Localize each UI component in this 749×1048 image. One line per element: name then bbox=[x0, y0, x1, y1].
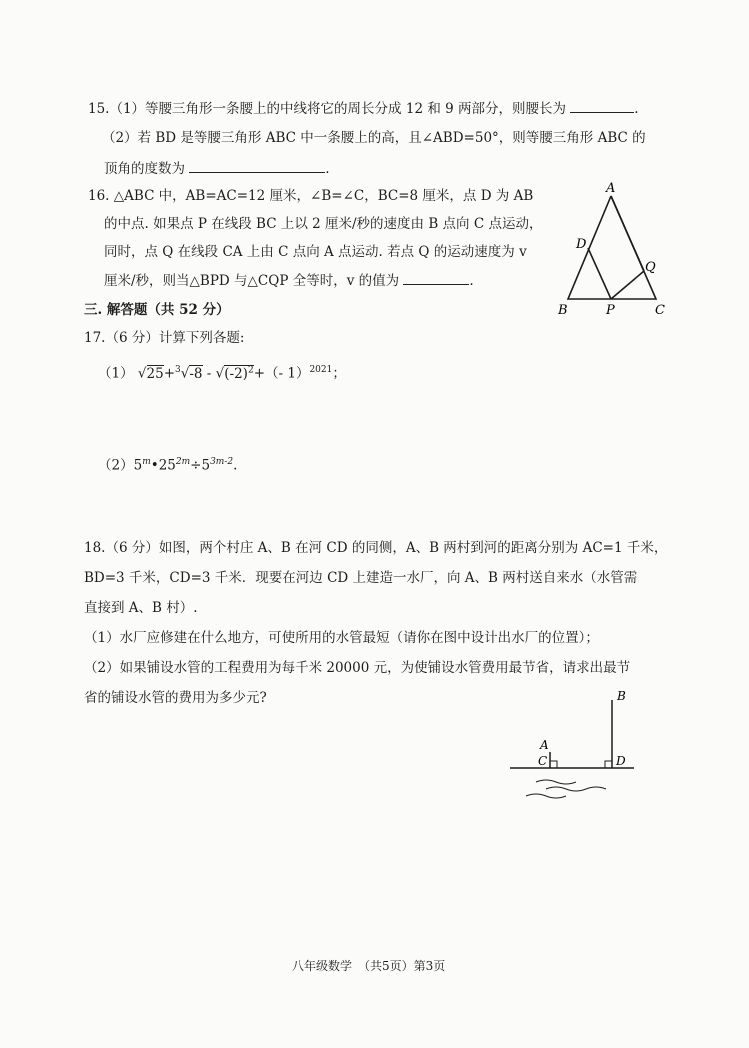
segment-dp bbox=[588, 248, 611, 299]
segment-pq bbox=[611, 271, 644, 299]
q18-river-figure bbox=[506, 686, 656, 804]
cbrt-neg8: √-8 bbox=[180, 365, 203, 382]
q17-part1: （1） $√25+^3√-8 - √(-2)^2+(-$ 1）$^{2021}$； bbox=[98, 365, 346, 382]
q16-triangle-figure bbox=[552, 176, 684, 322]
q15-line2: （2）若 BD 是等腰三角形 ABC 中一条腰上的高，且∠ABD=50°，则等腰三角形 ABC 的 bbox=[102, 130, 646, 146]
label-b: B bbox=[617, 689, 626, 703]
water-wave-2 bbox=[546, 787, 606, 791]
q16-line4: 厘米/秒，则当△BPD 与△CQP 全等时，v 的值为 . bbox=[104, 270, 474, 291]
page-footer: 八年级数学 （共5页）第3页 bbox=[292, 959, 446, 973]
right-angle-c bbox=[550, 761, 557, 768]
right-angle-d bbox=[605, 761, 612, 768]
q17-title: 17.（6 分）计算下列各题: bbox=[84, 330, 245, 346]
label-p: P bbox=[606, 303, 615, 318]
q16-line1: 16. △ABC 中，AB=AC=12 厘米，∠B=∠C，BC=8 厘米，点 D 为 AB bbox=[88, 188, 534, 204]
q16-line3: 同时，点 Q 在线段 CA 上由 C 点向 A 点运动. 若点 Q 的运动速度为 v bbox=[104, 244, 527, 260]
sqrt-neg2-squared: $√(-2)^2$ bbox=[215, 365, 254, 382]
q18-line6: 省的铺设水管的费用为多少元? bbox=[84, 690, 267, 706]
water-wave-3 bbox=[526, 794, 566, 798]
sqrt-25: √25 bbox=[137, 365, 164, 382]
label-a: A bbox=[540, 738, 549, 752]
q18-line1: 18.（6 分）如图，两个村庄 A、B 在河 CD 的同侧，A、B 两村到河的距离分别为 AC=1 千米， bbox=[84, 540, 668, 556]
q18-line5: （2）如果铺设水管的工程费用为每千米 20000 元，为使铺设水管费用最节省，请求出最节 bbox=[84, 660, 631, 676]
q16-answer-blank[interactable] bbox=[403, 270, 469, 285]
label-d: D bbox=[616, 754, 626, 768]
label-q: Q bbox=[645, 260, 656, 275]
q16-line2: 的中点. 如果点 P 在线段 BC 上以 2 厘米/秒的速度由 B 点向 C 点运动， bbox=[104, 216, 543, 232]
q15-line3: 顶角的度数为 . bbox=[104, 158, 330, 179]
water-wave-1 bbox=[536, 780, 576, 784]
section3-title: 三. 解答题（共 52 分） bbox=[84, 302, 230, 318]
label-d: D bbox=[576, 237, 587, 252]
label-c: C bbox=[538, 754, 548, 768]
q18-line3: 直接到 A、B 村）. bbox=[84, 600, 198, 616]
q17-part2: $(2)5^m•25^{2m}\div 5^{3m-2}$. bbox=[98, 457, 238, 474]
q18-line2: BD=3 千米，CD=3 千米．现要在河边 CD 上建造一水厂，向 A、B 两村送自来水（水管需 bbox=[84, 570, 638, 586]
q18-line4: （1）水厂应修建在什么地方，可使所用的水管最短（请你在图中设计出水厂的位置）； bbox=[84, 630, 599, 646]
q15-answer-blank-2[interactable] bbox=[189, 158, 325, 173]
label-c: C bbox=[655, 303, 665, 318]
q15-line1: 15.（1）等腰三角形一条腰上的中线将它的周长分成 12 和 9 两部分，则腰长为 . bbox=[88, 98, 639, 119]
label-b: B bbox=[558, 303, 568, 318]
label-a: A bbox=[606, 181, 616, 196]
q15-answer-blank-1[interactable] bbox=[570, 98, 634, 113]
segment-aq-arrow bbox=[611, 196, 644, 271]
